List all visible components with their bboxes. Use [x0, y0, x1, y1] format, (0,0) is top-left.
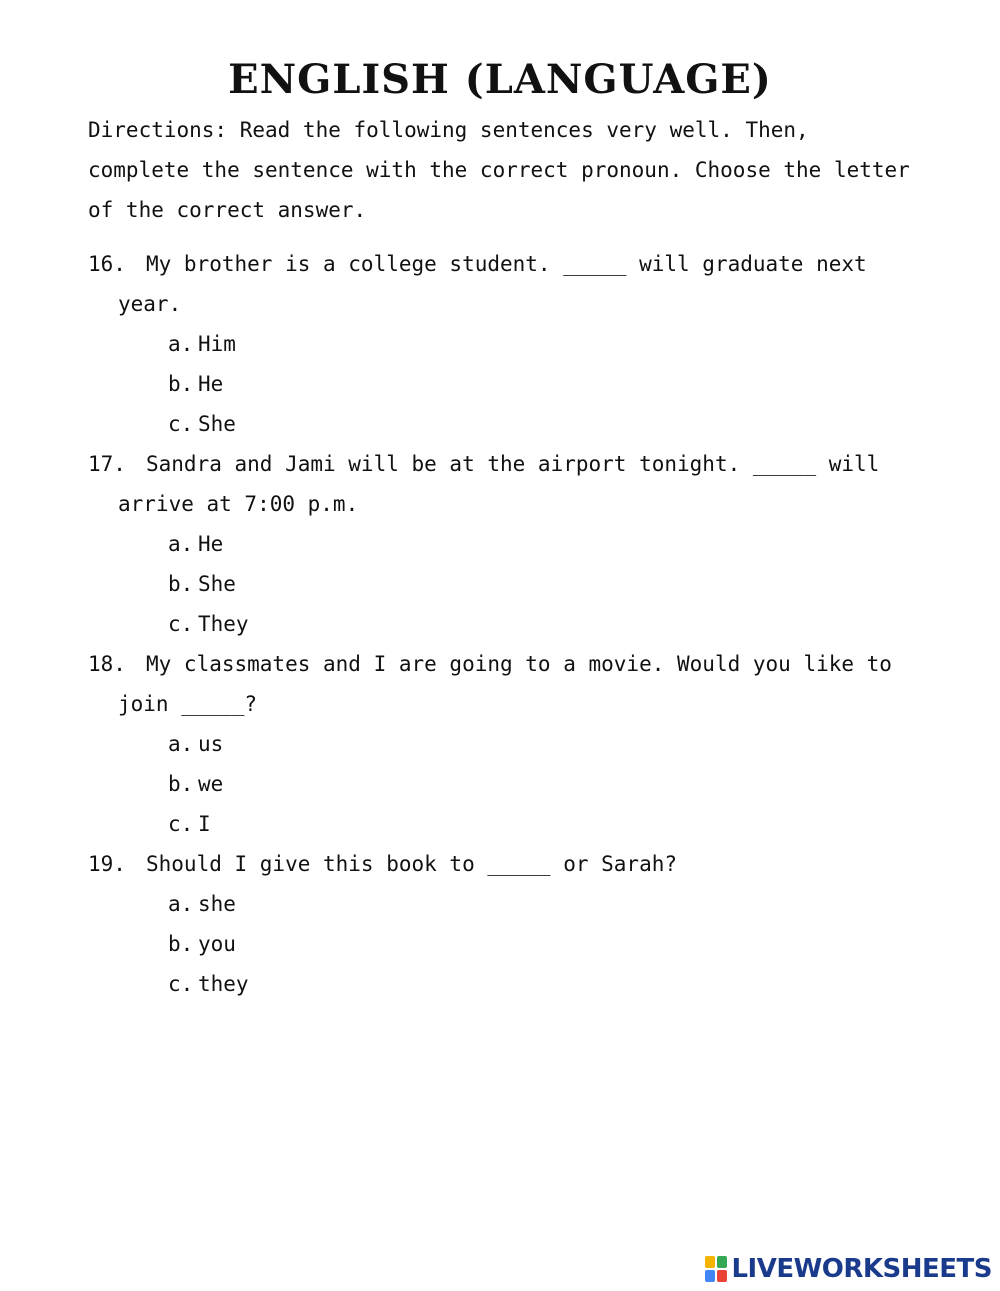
option-letter: c.: [168, 972, 194, 996]
answer-option[interactable]: [168, 764, 918, 804]
logo-text: LIVEWORKSHEETS: [731, 1254, 992, 1284]
option-text: we: [198, 772, 224, 796]
answer-options: [88, 884, 918, 1004]
logo-square-l: [705, 1256, 715, 1268]
answer-option[interactable]: [168, 364, 918, 404]
directions-text: Directions: Read the following sentences very well. Then, complete the sentence with the correct pronoun. Choose the letter of the correct answer.: [88, 118, 910, 222]
option-text: they: [198, 972, 249, 996]
question-text: My brother is a college student. _____ will graduate next year.: [118, 252, 867, 316]
option-letter: c.: [168, 412, 194, 436]
answer-options: [88, 724, 918, 844]
option-letter: a.: [168, 732, 194, 756]
option-text: I: [198, 812, 211, 836]
worksheet-title: ENGLISH (LANGUAGE): [228, 56, 772, 103]
answer-option[interactable]: [168, 404, 918, 444]
answer-option[interactable]: [168, 964, 918, 1004]
option-letter: c.: [168, 812, 194, 836]
logo-square-i: [717, 1256, 727, 1268]
answer-option[interactable]: [168, 324, 918, 364]
question-prompt: [88, 844, 918, 884]
question-number: 16.: [88, 252, 126, 276]
liveworksheets-logo[interactable]: [705, 1254, 992, 1284]
option-text: you: [198, 932, 236, 956]
option-text: She: [198, 572, 236, 596]
question-18: [88, 644, 918, 844]
question-number: 18.: [88, 652, 126, 676]
question-17: [88, 444, 918, 644]
answer-option[interactable]: [168, 564, 918, 604]
option-letter: b.: [168, 572, 194, 596]
option-text: Him: [198, 332, 236, 356]
answer-options: [88, 324, 918, 444]
option-text: she: [198, 892, 236, 916]
question-16: [88, 244, 918, 444]
question-text: Should I give this book to _____ or Sarah?: [146, 852, 678, 876]
logo-mark-icon: [705, 1256, 727, 1282]
option-letter: c.: [168, 612, 194, 636]
question-prompt: [88, 644, 918, 724]
option-letter: a.: [168, 532, 194, 556]
answer-option[interactable]: [168, 884, 918, 924]
option-letter: a.: [168, 892, 194, 916]
question-number: 17.: [88, 452, 126, 476]
option-text: He: [198, 532, 224, 556]
question-number: 19.: [88, 852, 126, 876]
answer-option[interactable]: [168, 604, 918, 644]
option-letter: b.: [168, 772, 194, 796]
answer-option[interactable]: [168, 724, 918, 764]
question-text: Sandra and Jami will be at the airport tonight. _____ will arrive at 7:00 p.m.: [118, 452, 880, 516]
option-text: She: [198, 412, 236, 436]
option-text: They: [198, 612, 249, 636]
question-text: My classmates and I are going to a movie. Would you like to join _____?: [118, 652, 892, 716]
answer-options: [88, 524, 918, 644]
logo-square-e: [717, 1270, 727, 1282]
logo-square-v: [705, 1270, 715, 1282]
answer-option[interactable]: [168, 804, 918, 844]
option-letter: b.: [168, 932, 194, 956]
question-prompt: [88, 444, 918, 524]
question-prompt: [88, 244, 918, 324]
option-letter: b.: [168, 372, 194, 396]
question-list: [88, 244, 918, 1004]
option-text: us: [198, 732, 224, 756]
answer-option[interactable]: [168, 524, 918, 564]
option-text: He: [198, 372, 224, 396]
option-letter: a.: [168, 332, 194, 356]
answer-option[interactable]: [168, 924, 918, 964]
question-19: [88, 844, 918, 1004]
